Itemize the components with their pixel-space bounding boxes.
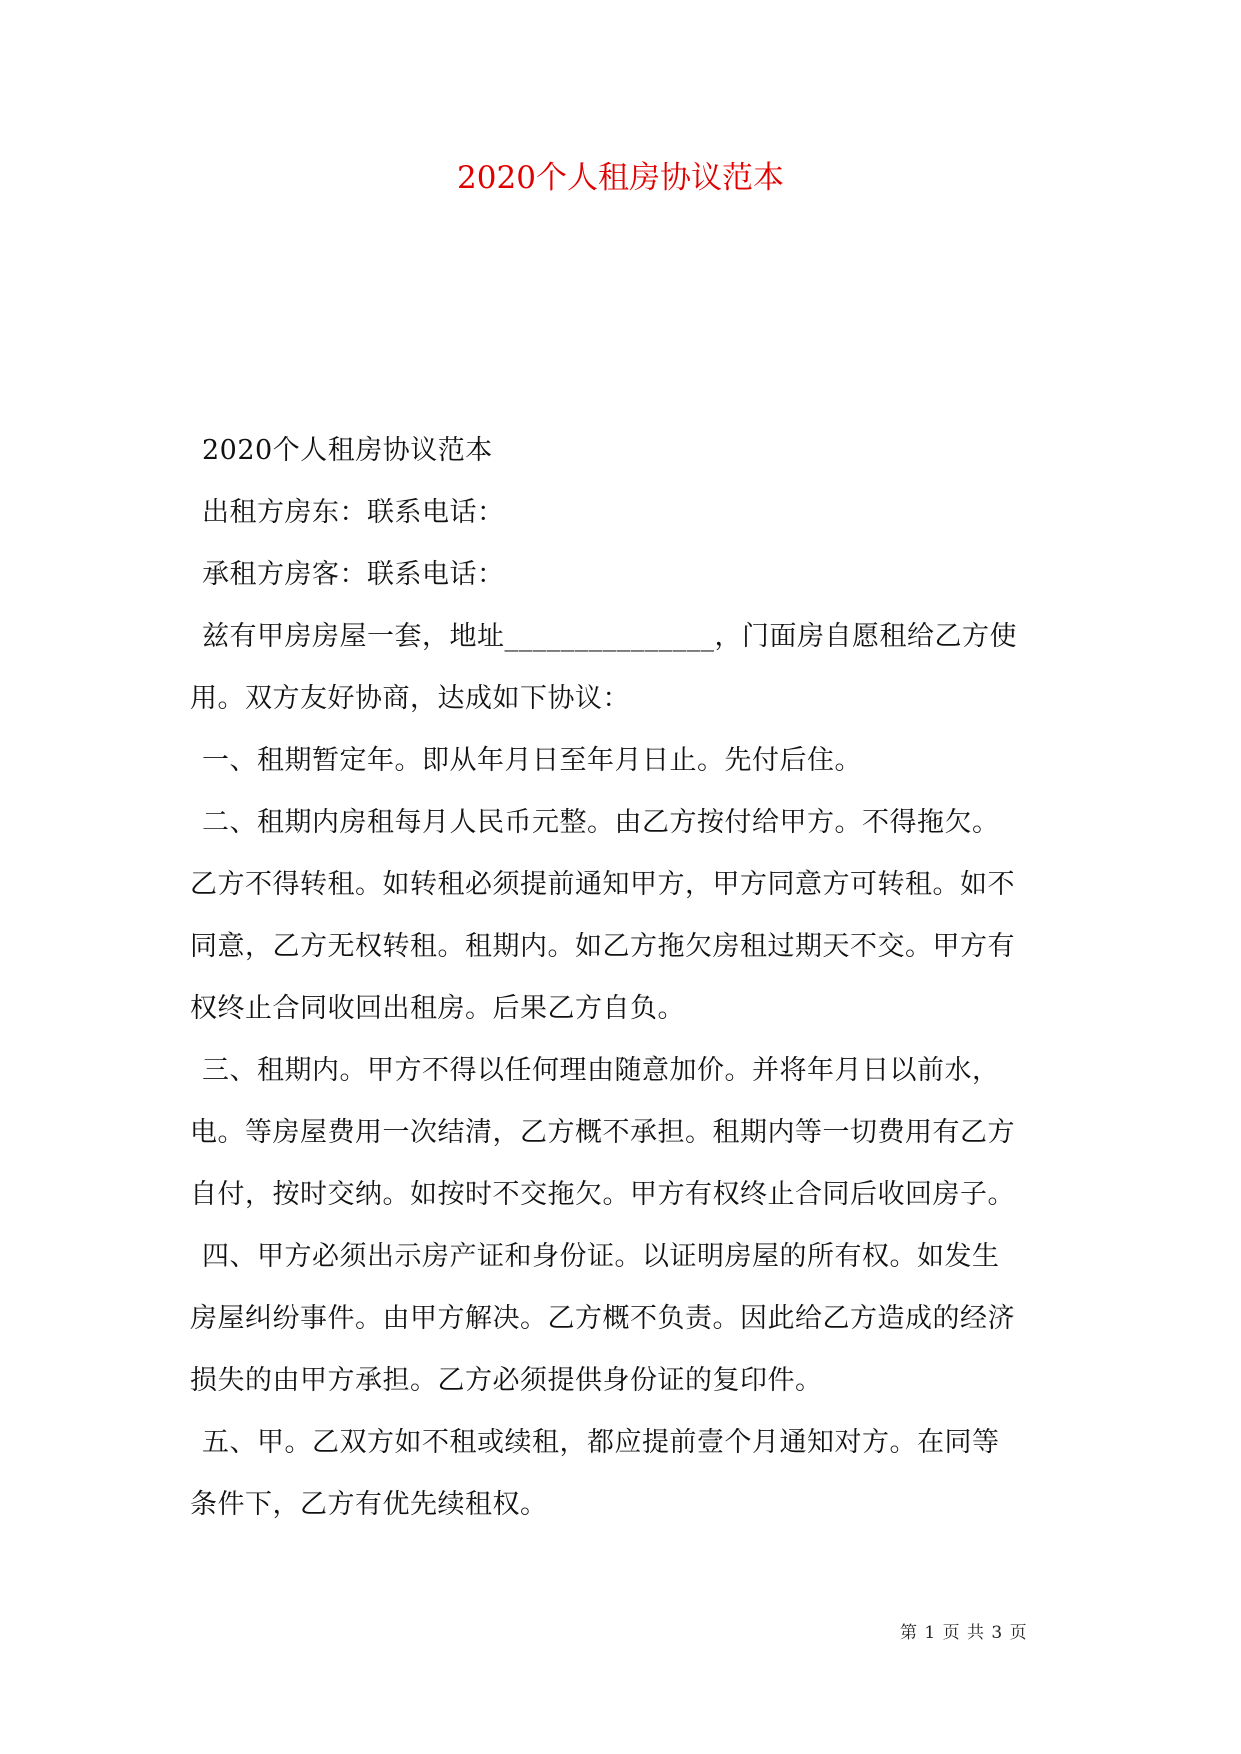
body-line: 乙方不得转租。如转租必须提前通知甲方，甲方同意方可转租。如不	[190, 869, 1015, 900]
body-line: 自付，按时交纳。如按时不交拖欠。甲方有权终止合同后收回房子。	[190, 1179, 1015, 1210]
body-line: 承租方房客：联系电话：	[202, 559, 505, 590]
body-line: 同意，乙方无权转租。租期内。如乙方拖欠房租过期天不交。甲方有	[190, 931, 1015, 962]
body-line: 权终止合同收回出租房。后果乙方自负。	[190, 993, 685, 1024]
body-line: 条件下，乙方有优先续租权。	[190, 1489, 548, 1520]
page-number-footer: 第 1 页 共 3 页	[900, 1623, 1028, 1643]
body-line: 出租方房东：联系电话：	[202, 497, 505, 528]
document-title: 2020个人租房协议范本	[457, 160, 784, 196]
body-line: 四、甲方必须出示房产证和身份证。以证明房屋的所有权。如发生	[202, 1241, 1000, 1272]
body-line: 三、租期内。甲方不得以任何理由随意加价。并将年月日以前水，	[202, 1055, 1000, 1086]
body-line: 一、租期暂定年。即从年月日至年月日止。先付后住。	[202, 745, 862, 776]
body-line: 2020个人租房协议范本	[202, 435, 493, 466]
body-line: 兹有甲房房屋一套，地址_______________，门面房自愿租给乙方使	[202, 621, 1017, 652]
body-line: 房屋纠纷事件。由甲方解决。乙方概不负责。因此给乙方造成的经济	[190, 1303, 1015, 1334]
body-line: 五、甲。乙双方如不租或续租，都应提前壹个月通知对方。在同等	[202, 1427, 1000, 1458]
document-body	[190, 420, 1070, 1536]
body-line: 用。双方友好协商，达成如下协议：	[190, 683, 630, 714]
body-line: 电。等房屋费用一次结清，乙方概不承担。租期内等一切费用有乙方	[190, 1117, 1015, 1148]
body-line: 二、租期内房租每月人民币元整。由乙方按付给甲方。不得拖欠。	[202, 807, 1000, 838]
body-line: 损失的由甲方承担。乙方必须提供身份证的复印件。	[190, 1365, 823, 1396]
